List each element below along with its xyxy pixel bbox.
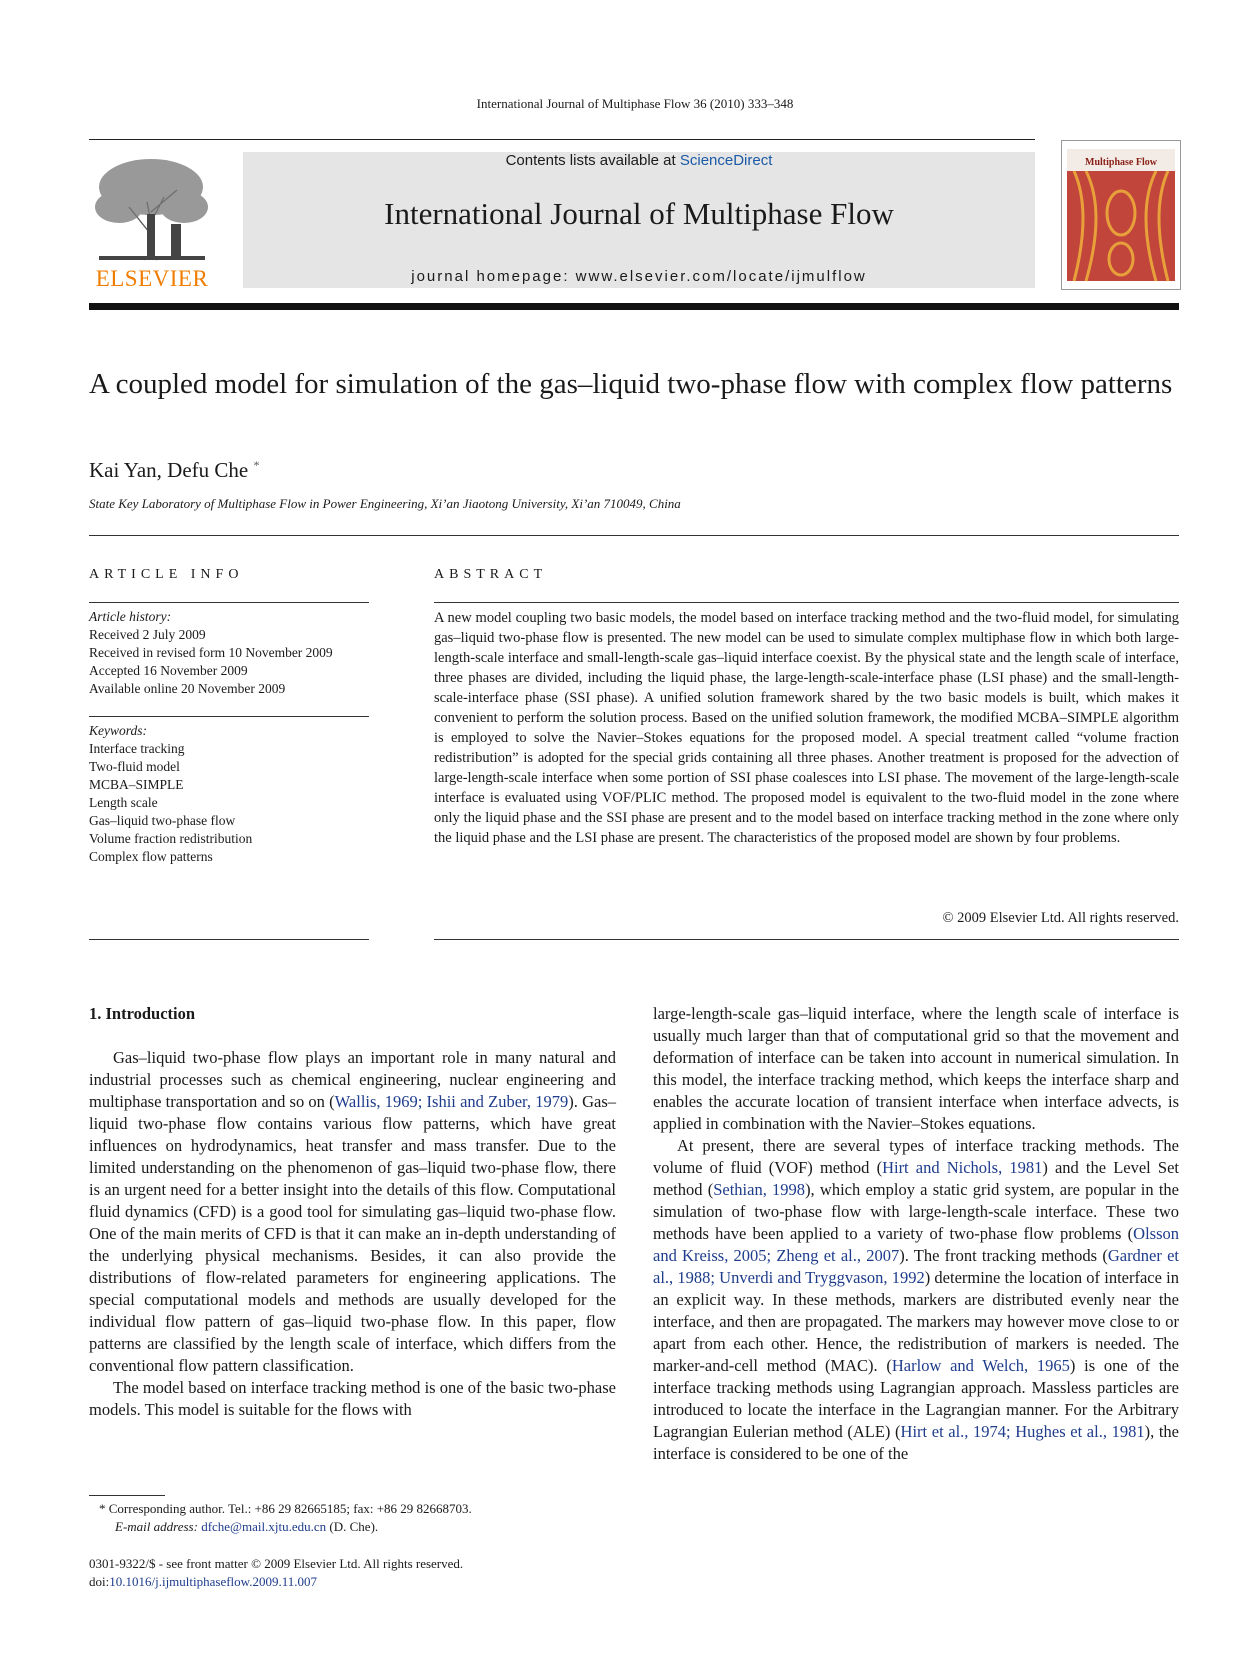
article-title: A coupled model for simulation of the gas–liquid two-phase flow with complex flow patterns: [89, 368, 1173, 400]
citation-link[interactable]: Hirt and Nichols, 1981: [882, 1158, 1043, 1177]
citation-link[interactable]: Olsson and Kreiss, 2005; Zheng et al., 2007: [653, 1224, 1179, 1265]
footnote: [89, 1500, 629, 1536]
doi-link[interactable]: 10.1016/j.ijmultiphaseflow.2009.11.007: [109, 1574, 317, 1589]
journal-cover[interactable]: [1061, 140, 1181, 290]
keywords-rule: [89, 716, 369, 717]
citation-link[interactable]: Harlow and Welch, 1965: [891, 1356, 1070, 1375]
keyword: Volume fraction redistribution: [89, 831, 253, 846]
doi-line: doi:10.1016/j.ijmultiphaseflow.2009.11.007: [89, 1574, 317, 1589]
elsevier-wordmark: ELSEVIER: [95, 266, 209, 291]
email-link[interactable]: dfche@mail.xjtu.edu.cn: [201, 1519, 327, 1534]
authors: Kai Yan, Defu Che: [89, 458, 249, 482]
keyword: MCBA–SIMPLE: [89, 777, 184, 792]
body-column-left: [89, 1047, 616, 1421]
cover-title: Multiphase Flow: [1085, 157, 1157, 168]
keyword: Interface tracking: [89, 741, 185, 756]
paragraph: large-length-scale gas–liquid interface, where the length scale of interface is usually much larger than that of computational grid so that the movement and deformation of interface can be taken into account in numerical simulation. In this model, the interface tracking method, which keeps the interface sharp and enables the accurate location of transient interface when interface advects, is applied in combination with the Navier–Stokes equations.: [653, 1004, 1179, 1133]
section-heading: 1. Introduction: [89, 1004, 196, 1023]
footnote-rule: [89, 1495, 165, 1496]
affiliation: State Key Laboratory of Multiphase Flow in Power Engineering, Xi’an Jiaotong University, Xi’an 710049, China: [89, 496, 681, 511]
citation-link[interactable]: Sethian, 1998: [713, 1180, 806, 1199]
citation-link[interactable]: Hirt et al., 1974; Hughes et al., 1981: [900, 1422, 1145, 1441]
journal-name: International Journal of Multiphase Flow: [384, 196, 894, 231]
history-item: Received in revised form 10 November 2009: [89, 645, 333, 660]
history-item: Received 2 July 2009: [89, 627, 206, 642]
elsevier-logo[interactable]: [89, 152, 215, 292]
contents-prefix: Contents lists available at: [505, 152, 680, 169]
paragraph: The model based on interface tracking method is one of the basic two-phase models. This model is suitable for the flows with: [89, 1378, 616, 1419]
citation-link[interactable]: Wallis, 1969; Ishii and Zuber, 1979: [334, 1092, 569, 1111]
journal-banner: [243, 152, 1035, 288]
history-label: Article history:: [89, 609, 172, 624]
paragraph: Gas–liquid two-phase flow plays an important role in many natural and industrial processes such as chemical engineering, nuclear engineering and multiphase transportation and so on (Wallis, 1969; Ishii and Zuber, 1979). Gas–liquid two-phase flow contains various flow patterns, which have great influences on hydrodynamics, heat transfer and mass transfer. Due to the limited understanding on the phenomenon of gas–liquid two-phase flow, there is an urgent need for a better insight into the details of this flow. Computational fluid dynamics (CFD) is a good tool for simulating gas–liquid two-phase flow. One of the main merits of CFD is that it can make an in-depth understanding of the underlying physical mechanisms. Besides, it can also provide the distributions of flow-related parameters for engineering applications. The special computational models and methods are usually developed for the individual flow pattern of gas–liquid two-phase flow. In this paper, flow patterns are classified by the length scale of interface, which differs from the conventional flow pattern classification.: [89, 1048, 617, 1375]
front-matter: [89, 1555, 629, 1591]
keyword: Gas–liquid two-phase flow: [89, 813, 236, 828]
history-item: Available online 20 November 2009: [89, 681, 286, 696]
history-item: Accepted 16 November 2009: [89, 663, 248, 678]
paragraph: At present, there are several types of interface tracking methods. The volume of fluid (VOF) method (Hirt and Nichols, 1981) and the Level Set method (Sethian, 1998), which employ a static grid system, are popular in the simulation of two-phase flow with large-length-scale interface. These two methods have been applied to a variety of two-phase flow problems (Olsson and Kreiss, 2005; Zheng et al., 2007). The front tracking methods (Gardner et al., 1988; Unverdi and Tryggvason, 1992) determine the location of interface in an explicit way. In these methods, markers are distributed evenly near the interface, and then are propagated. The markers may however move close to or apart from each other. Hence, the redistribution of markers is needed. The marker-and-cell method (MAC). (Harlow and Welch, 1965) is one of the interface tracking methods using Lagrangian approach. Massless particles are introduced to locate the interface in the Lagrangian manner. For the Arbitrary Lagrangian Eulerian method (ALE) (Hirt et al., 1974; Hughes et al., 1981), the interface is considered to be one of the: [653, 1136, 1180, 1463]
author-list: [89, 458, 259, 483]
email-note: E-mail address: dfche@mail.xjtu.edu.cn (D. Che).: [115, 1519, 379, 1534]
tree-icon: [89, 152, 215, 264]
corresponding-author-mark[interactable]: *: [253, 458, 260, 472]
article-history: [89, 608, 369, 698]
journal-citation: International Journal of Multiphase Flow 36 (2010) 333–348: [476, 96, 794, 111]
abstract-bottom-rule: [434, 939, 1179, 940]
corresponding-note: * Corresponding author. Tel.: +86 29 82665185; fax: +86 29 82668703.: [99, 1501, 472, 1516]
header-thick-rule: [89, 303, 1179, 310]
citation-link[interactable]: Gardner et al., 1988; Unverdi and Tryggvason, 1992: [653, 1246, 1180, 1287]
header-rule: [89, 139, 1035, 140]
keyword: Complex flow patterns: [89, 849, 213, 864]
keywords-label: Keywords:: [89, 723, 147, 738]
abstract-rule: [434, 602, 1179, 603]
sciencedirect-link[interactable]: ScienceDirect: [679, 152, 773, 169]
article-info-rule: [89, 602, 369, 603]
article-info-bottom-rule: [89, 939, 369, 940]
journal-homepage[interactable]: journal homepage: www.elsevier.com/locate/ijmulflow: [411, 268, 867, 285]
abstract-copyright: © 2009 Elsevier Ltd. All rights reserved.: [942, 910, 1179, 926]
keyword: Length scale: [89, 795, 158, 810]
keywords: [89, 722, 369, 866]
abstract-heading: ABSTRACT: [434, 567, 548, 582]
contents-line: [243, 152, 1035, 170]
abstract-text: A new model coupling two basic models, the model based on interface tracking method and the two-fluid model, for simulating gas–liquid two-phase flow is presented. The new model can be used to simulate complex multiphase flow in which both large-length-scale interface and small-length-scale gas–liquid interface coexist. By the physical state and the length scale of interface, three phases are divided, including the liquid phase, the large-length-scale-interface phase (LSI phase) and the small-length-scale-interface phase (SSI phase). A unified solution framework shared by the two basic models is built, which makes it convenient to perform the solution process. Based on the unified solution framework, the modified MCBA–SIMPLE algorithm is employed to solve the Navier–Stokes equations for the proposed model. A special treatment called “volume fraction redistribution” is adopted for the special grids containing all three phases. Another treatment is proposed for the advection of large-length-scale interface when some portion of SSI phase coalesces into LSI phase. The movement of the large-length-scale interface is evaluated using VOF/PLIC method. The proposed model is equivalent to the two-fluid model in the zone where only the liquid phase and the SSI phase are present and to the model based on interface tracking method in the zone where only the liquid phase and the LSI phase are present. The characteristics of the proposed model are shown by four problems.: [434, 610, 1179, 846]
article-info-heading: ARTICLE INFO: [89, 567, 244, 582]
title-rule: [89, 535, 1179, 536]
keyword: Two-fluid model: [89, 759, 180, 774]
body-column-right: [653, 1003, 1179, 1465]
issn-line: 0301-9322/$ - see front matter © 2009 Elsevier Ltd. All rights reserved.: [89, 1556, 464, 1571]
